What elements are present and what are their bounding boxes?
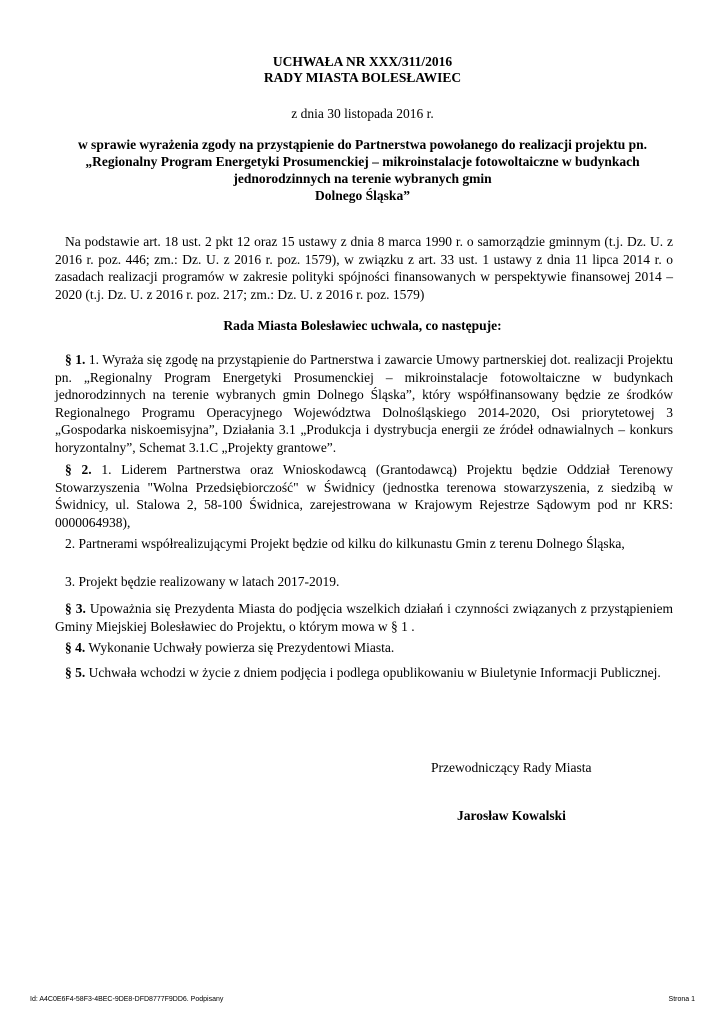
section-1-text: 1. Wyraża się zgodę na przystąpienie do Partnerstwa i zawarcie Umowy partnerskiej dot. realizacji Projektu pn. „Regionalny Program Energetyki Prosumenckiej – mikroinstalacje fotowoltaiczne w budynkach jednorodzinnych na terenie wybranych gmin Dolnego Śląska”, który współfinansowany będzie ze środków Regionalnego Programu Operacyjnego Województwa Dolnośląskiego 2014-2020, Osi priorytetowej 3 „Gospodarka niskoemisyjna”, Działania 3.1 „Produkcja i dystrybucja energii ze źródeł odnawialnych – konkurs horyzontalny”, Schemat 3.1.C „Projekty grantowe”. [55, 352, 674, 455]
section-2 [55, 461, 673, 531]
section-4 [55, 639, 673, 657]
section-1-mark: § 1. [65, 352, 86, 367]
subject-line-4: Dolnego Śląska” [315, 188, 410, 203]
section-4-text: Wykonanie Uchwały powierza się Prezydentowi Miasta. [88, 640, 395, 655]
subject-line-1: w sprawie wyrażenia zgody na przystąpienie do Partnerstwa powołanego do realizacji projektu pn. [77, 137, 648, 152]
section-3 [55, 600, 673, 635]
section-5-mark: § 5. [65, 665, 86, 680]
section-2-point-3: 3. Projekt będzie realizowany w latach 2017-2019. [65, 574, 340, 589]
document-id-footer: Id: A4C0E6F4-58F3-4BEC-9DE8-DFD8777F9DD6. Podpisany [30, 996, 224, 1003]
resolves-heading: Rada Miasta Bolesławiec uchwala, co następuje: [223, 318, 502, 333]
section-3-text: Upoważnia się Prezydenta Miasta do podjęcia wszelkich działań i czynności związanych z przystąpieniem Gminy Miejskiej Bolesławiec do Projektu, o którym mowa w § 1 . [55, 601, 674, 634]
section-5 [55, 664, 673, 682]
section-2-text: 1. Liderem Partnerstwa oraz Wnioskodawcą (Grantodawcą) Projektu będzie Oddział Terenowy Stowarzyszenia "Wolna Przedsiębiorczość" w Świdnicy (jednostka terenowa stowarzyszenia, z siedzibą w Świdnicy, ul. Stalowa 2, 58-100 Świdnica, zarejestrowana w Krajowym Rejestrze Sądowym pod nr KRS: 0000064938), [55, 462, 674, 530]
section-4-mark: § 4. [65, 640, 86, 655]
page-number: Strona 1 [668, 996, 695, 1003]
section-3-mark: § 3. [65, 601, 86, 616]
resolution-date: z dnia 30 listopada 2016 r. [291, 106, 434, 121]
section-1 [55, 351, 673, 456]
subject-line-3: jednorodzinnych na terenie wybranych gmin [233, 171, 492, 186]
section-5-text: Uchwała wchodzi w życie z dniem podjęcia i podlega opublikowaniu w Biuletynie Informacji Publicznej. [88, 665, 661, 680]
council-name: RADY MIASTA BOLESŁAWIEC [263, 70, 462, 85]
subject-line-2: „Regionalny Program Energetyki Prosumenckiej – mikroinstalacje fotowoltaiczne w budynkach [85, 154, 640, 169]
section-2-point-2: 2. Partnerami współrealizującymi Projekt będzie od kilku do kilkunastu Gmin z terenu Dolnego Śląska, [65, 536, 625, 551]
legal-basis: Na podstawie art. 18 ust. 2 pkt 12 oraz 15 ustawy z dnia 8 marca 1990 r. o samorządzie gminnym (t.j. Dz. U. z 2016 r. poz. 446; zm.: Dz. U. z 2016 r. poz. 1579), w związku z art. 33 ust. 1 ustawy z dnia 11 lipca 2014 r. o zasadach realizacji programów w zakresie polityki spójności finansowanych w perspektywie finansowej 2014 – 2020 (t.j. Dz. U. z 2016 r. poz. 217; zm.: Dz. U. z 2016 r. poz. 1579) [55, 234, 673, 302]
signature-role: Przewodniczący Rady Miasta [431, 760, 592, 775]
signature-name: Jarosław Kowalski [457, 808, 566, 823]
section-2-mark: § 2. [65, 462, 92, 477]
resolution-title: UCHWAŁA NR XXX/311/2016 [272, 54, 453, 69]
